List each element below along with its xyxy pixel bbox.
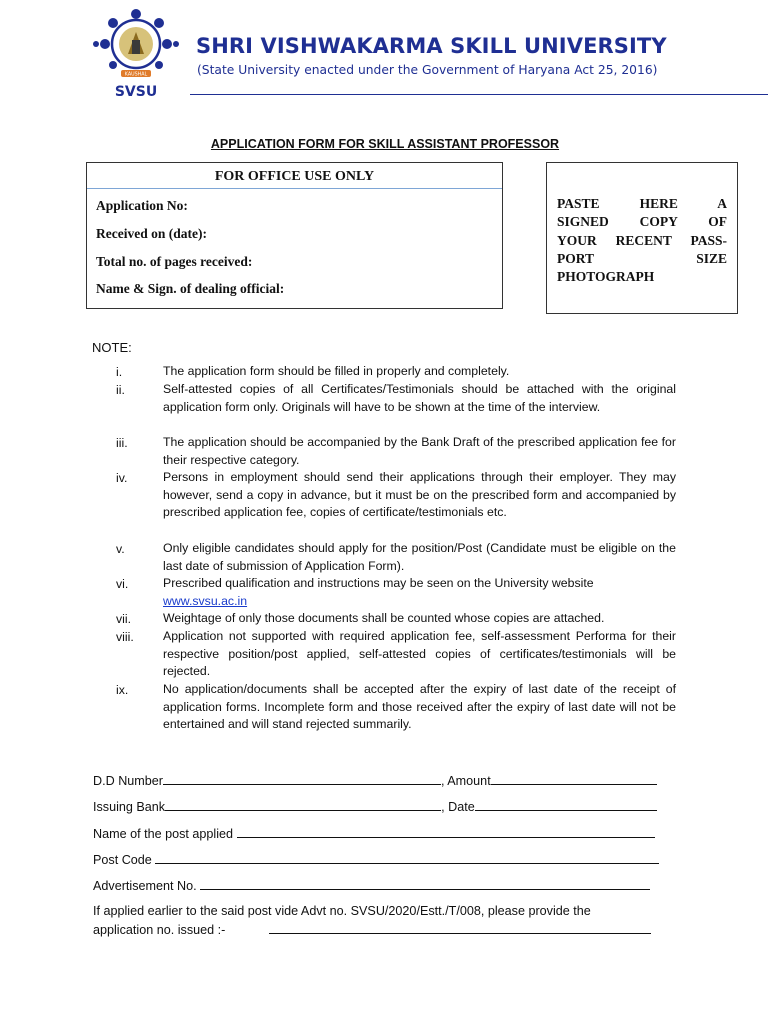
received-on-label: Received on (date): xyxy=(96,226,207,241)
advertisement-line xyxy=(93,877,650,893)
office-use-box xyxy=(86,162,503,309)
note-item-website xyxy=(163,575,676,610)
post-code-field[interactable] xyxy=(155,851,659,864)
amount-label: , Amount xyxy=(440,774,491,788)
note-text: Only eligible candidates should apply for the position/Post (Candidate must be eligible on the last date of submission of Application Form). xyxy=(163,541,676,573)
application-no-label: Application No: xyxy=(96,198,188,213)
note-number: vi. xyxy=(116,577,129,591)
earlier-application-text: If applied earlier to the said post vide Advt no. SVSU/2020/Estt./T/008, please provide the xyxy=(93,904,591,918)
note-text: Self-attested copies of all Certificates/Testimonials should be attached with the original application form only. Originals will have to be shown at the time of the interview. xyxy=(163,382,676,414)
note-text: Prescribed qualification and instructions may be seen on the University website xyxy=(163,576,594,590)
note-number: iv. xyxy=(116,471,128,485)
note-number: i. xyxy=(116,365,123,379)
photo-line: PHOTOGRAPH xyxy=(557,269,655,285)
photo-paste-box[interactable] xyxy=(546,162,738,314)
post-applied-line xyxy=(93,825,655,841)
date-label: , Date xyxy=(441,800,475,814)
note-text: Weightage of only those documents shall be counted whose copies are attached. xyxy=(163,611,605,625)
issuing-bank-label: Issuing Bank xyxy=(93,800,166,814)
dealing-official-label: Name & Sign. of dealing official: xyxy=(96,281,285,296)
note-text: Application not supported with required application fee, self-assessment Performa for their respective position/post applied, self-attested copies of certificates/testimonials will be rejected. xyxy=(163,629,676,679)
advertisement-label: Advertisement No. xyxy=(93,879,197,893)
post-code-line xyxy=(93,851,659,867)
post-code-label: Post Code xyxy=(93,853,152,867)
photo-line: PORT SIZE xyxy=(557,250,727,266)
note-text: Persons in employment should send their applications through their employer. They may however, send a copy in advance, but it must be on the prescribed form and accompanied by prescribed application fee, copies of certificate/testimonials etc. xyxy=(163,470,676,520)
note-text: The application should be accompanied by the Bank Draft of the prescribed application fee for their respective category. xyxy=(163,435,676,467)
dd-number-label: D.D Number xyxy=(93,774,163,788)
post-applied-field[interactable] xyxy=(237,825,655,838)
header-divider xyxy=(190,94,768,95)
post-applied-label: Name of the post applied xyxy=(93,827,234,841)
dd-amount-line xyxy=(93,772,657,788)
note-number: viii. xyxy=(116,630,134,644)
office-use-heading: FOR OFFICE USE ONLY xyxy=(87,163,502,189)
photo-line: PASTE HERE A xyxy=(557,196,727,211)
photo-line: YOUR RECENT PASS- xyxy=(557,232,727,248)
earlier-application-label: application no. issued :- xyxy=(93,923,226,937)
university-website-link[interactable]: www.svsu.ac.in xyxy=(163,593,248,608)
pages-received-label: Total no. of pages received: xyxy=(96,254,253,269)
note-text: The application form should be filled in properly and completely. xyxy=(163,364,510,378)
note-text: No application/documents shall be accepted after the expiry of last date of the receipt of application forms. Incomplete form and those received after the expiry of last date will not be entertained and will stand rejected summarily. xyxy=(163,682,676,732)
bank-date-line xyxy=(93,798,657,814)
university-subtitle: (State University enacted under the Government of Haryana Act 25, 2016) xyxy=(197,63,658,77)
note-number: iii. xyxy=(116,436,128,450)
amount-field[interactable] xyxy=(491,772,657,785)
logo-text: SVSU xyxy=(114,84,158,100)
note-number: vii. xyxy=(116,612,132,626)
university-name: SHRI VISHWAKARMA SKILL UNIVERSITY xyxy=(196,34,667,58)
date-field[interactable] xyxy=(475,798,657,811)
note-number: ix. xyxy=(116,683,129,697)
form-title: APPLICATION FORM FOR SKILL ASSISTANT PROFESSOR xyxy=(210,137,560,151)
issuing-bank-field[interactable] xyxy=(165,798,441,811)
photo-line: SIGNED COPY OF xyxy=(557,214,727,230)
note-number: v. xyxy=(116,542,125,556)
logo-ribbon-text: KAUSHAL xyxy=(124,72,148,78)
dd-number-field[interactable] xyxy=(163,772,441,785)
photo-instructions xyxy=(557,195,727,286)
note-heading: NOTE: xyxy=(92,340,132,355)
earlier-application-field[interactable] xyxy=(269,921,651,934)
note-number: ii. xyxy=(116,383,125,397)
svsu-logo-icon xyxy=(88,4,184,100)
advertisement-field[interactable] xyxy=(200,877,650,890)
earlier-application-line xyxy=(93,921,651,937)
